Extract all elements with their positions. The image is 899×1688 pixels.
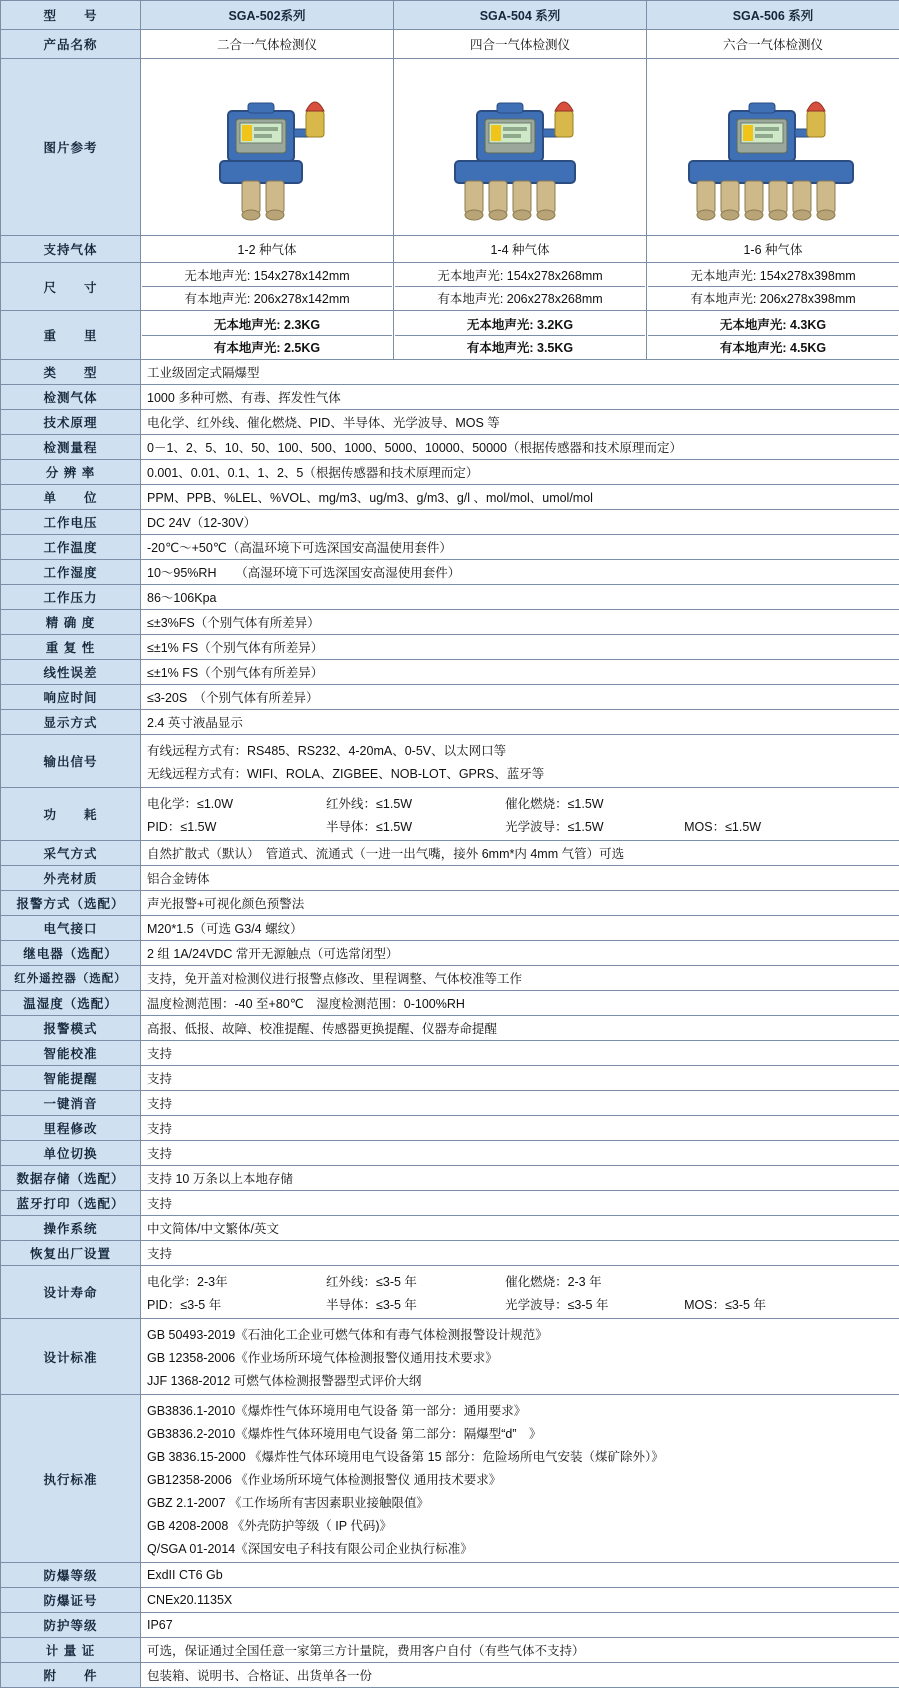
exec-std-line-4: GB12358-2006 《作业场所环境气体检测报警仪 通用技术要求》 bbox=[147, 1467, 893, 1490]
table-row-size bbox=[1, 263, 899, 311]
exec-std-line-7: Q/SGA 01-2014《深国安电子科技有限公司企业执行标准》 bbox=[147, 1536, 893, 1559]
alarm-mode-value: 声光报警+可视化颜色预警法 bbox=[141, 891, 899, 916]
table-row-principle bbox=[1, 410, 899, 435]
row-label-principle: 技术原理 bbox=[1, 410, 141, 435]
table-row-metering bbox=[1, 1638, 899, 1663]
row-label-electrical: 电气接口 bbox=[1, 916, 141, 941]
row-label-exec-std: 执行标准 bbox=[1, 1395, 141, 1563]
power-item-1: 电化学：≤1.0W bbox=[147, 791, 326, 814]
output-value bbox=[141, 735, 899, 788]
row-label-output: 输出信号 bbox=[1, 735, 141, 788]
accuracy-value: ≤±3%FS（个别气体有所差异） bbox=[141, 610, 899, 635]
device-image-3 bbox=[647, 59, 899, 236]
power-item-5: PID：≤1.5W bbox=[147, 814, 326, 837]
design-std-line-2: GB 12358-2006《作业场所环境气体检测报警仪通用技术要求》 bbox=[147, 1345, 893, 1368]
size-3-line2: 有本地声光: 206x278x398mm bbox=[648, 286, 898, 309]
table-row-work-temp bbox=[1, 535, 899, 560]
row-label-sampling: 采气方式 bbox=[1, 841, 141, 866]
row-label-factory-reset: 恢复出厂设置 bbox=[1, 1241, 141, 1266]
row-label-remote: 红外遥控器（选配） bbox=[1, 966, 141, 991]
table-row-life bbox=[1, 1266, 899, 1319]
life-item-2: 红外线：≤3-5 年 bbox=[326, 1269, 505, 1292]
table-row-power bbox=[1, 788, 899, 841]
design-std-value bbox=[141, 1319, 899, 1395]
smart-remind-value: 支持 bbox=[141, 1066, 899, 1091]
table-row-design-std bbox=[1, 1319, 899, 1395]
table-row-product-name bbox=[1, 30, 899, 59]
table-row-os bbox=[1, 1216, 899, 1241]
smart-cal-value: 支持 bbox=[141, 1041, 899, 1066]
design-std-line-1: GB 50493-2019《石油化工企业可燃气体和有毒气体检测报警设计规范》 bbox=[147, 1322, 893, 1345]
exec-std-line-6: GB 4208-2008 《外壳防护等级（ IP 代码)》 bbox=[147, 1513, 893, 1536]
detect-gas-value: 1000 多种可燃、有毒、挥发性气体 bbox=[141, 385, 899, 410]
row-label-work-temp: 工作温度 bbox=[1, 535, 141, 560]
support-gas-3: 1-6 种气体 bbox=[647, 236, 899, 263]
voltage-value: DC 24V（12-30V） bbox=[141, 510, 899, 535]
table-row-alarm-mode bbox=[1, 891, 899, 916]
table-row-temp-humidity bbox=[1, 991, 899, 1016]
table-row-sampling bbox=[1, 841, 899, 866]
table-row-support-gas bbox=[1, 236, 899, 263]
row-label-os: 操作系统 bbox=[1, 1216, 141, 1241]
temp-humidity-value: 温度检测范围：-40 至+80℃ 湿度检测范围：0-100%RH bbox=[141, 991, 899, 1016]
table-row-unit bbox=[1, 485, 899, 510]
power-item-8: MOS：≤1.5W bbox=[684, 814, 863, 837]
row-label-life: 设计寿命 bbox=[1, 1266, 141, 1319]
os-value: 中文简体/中文繁体/英文 bbox=[141, 1216, 899, 1241]
size-3 bbox=[647, 263, 899, 311]
electrical-value: M20*1.5（可选 G3/4 螺纹） bbox=[141, 916, 899, 941]
power-value bbox=[141, 788, 899, 841]
shell-value: 铝合金铸体 bbox=[141, 866, 899, 891]
ip-grade-value: IP67 bbox=[141, 1613, 899, 1638]
table-row-weight bbox=[1, 311, 899, 360]
row-label-voltage: 工作电压 bbox=[1, 510, 141, 535]
row-label-image: 图片参考 bbox=[1, 59, 141, 236]
row-label-accuracy: 精 确 度 bbox=[1, 610, 141, 635]
table-row-range-mod bbox=[1, 1116, 899, 1141]
product-name-2: 四合一气体检测仪 bbox=[394, 30, 647, 59]
exec-std-line-1: GB3836.1-2010《爆炸性气体环境用电气设备 第一部分：通用要求》 bbox=[147, 1398, 893, 1421]
weight-2 bbox=[394, 311, 647, 360]
weight-3-line1: 无本地声光: 4.3KG bbox=[648, 313, 898, 335]
model-header-2: SGA-504 系列 bbox=[394, 1, 647, 30]
life-value bbox=[141, 1266, 899, 1319]
row-label-storage: 数据存储（选配） bbox=[1, 1166, 141, 1191]
product-name-1: 二合一气体检测仪 bbox=[141, 30, 394, 59]
model-header-1: SGA-502系列 bbox=[141, 1, 394, 30]
row-label-size: 尺 寸 bbox=[1, 263, 141, 311]
gas-detector-illustration-4port bbox=[415, 63, 625, 228]
row-label-response: 响应时间 bbox=[1, 685, 141, 710]
table-row-output bbox=[1, 735, 899, 788]
table-row-display bbox=[1, 710, 899, 735]
table-row-ip-grade bbox=[1, 1613, 899, 1638]
table-row-accessories bbox=[1, 1663, 899, 1688]
power-item-3: 催化燃烧：≤1.5W bbox=[505, 791, 684, 814]
row-label-resolution: 分 辨 率 bbox=[1, 460, 141, 485]
table-row-electrical bbox=[1, 916, 899, 941]
table-row-resolution bbox=[1, 460, 899, 485]
row-label-ip-grade: 防护等级 bbox=[1, 1613, 141, 1638]
size-2-line2: 有本地声光: 206x278x268mm bbox=[395, 286, 645, 309]
row-label-type: 类 型 bbox=[1, 360, 141, 385]
type-value: 工业级固定式隔爆型 bbox=[141, 360, 899, 385]
unit-switch-value: 支持 bbox=[141, 1141, 899, 1166]
table-row-smart-remind bbox=[1, 1066, 899, 1091]
size-1 bbox=[141, 263, 394, 311]
table-row-repeat bbox=[1, 635, 899, 660]
product-name-3: 六合一气体检测仪 bbox=[647, 30, 899, 59]
exec-std-value bbox=[141, 1395, 899, 1563]
power-item-6: 半导体：≤1.5W bbox=[326, 814, 505, 837]
row-label-range-mod: 里程修改 bbox=[1, 1116, 141, 1141]
row-label-model: 型 号 bbox=[1, 1, 141, 30]
row-label-linear: 线性误差 bbox=[1, 660, 141, 685]
power-item-2: 红外线：≤1.5W bbox=[326, 791, 505, 814]
table-row-shell bbox=[1, 866, 899, 891]
row-label-display: 显示方式 bbox=[1, 710, 141, 735]
display-value: 2.4 英寸液晶显示 bbox=[141, 710, 899, 735]
response-value: ≤3-20S （个别气体有所差异） bbox=[141, 685, 899, 710]
resolution-value: 0.001、0.01、0.1、1、2、5（根据传感器和技术原理而定） bbox=[141, 460, 899, 485]
support-gas-2: 1-4 种气体 bbox=[394, 236, 647, 263]
storage-value: 支持 10 万条以上本地存储 bbox=[141, 1166, 899, 1191]
table-row-bt-print bbox=[1, 1191, 899, 1216]
model-header-3: SGA-506 系列 bbox=[647, 1, 899, 30]
weight-1 bbox=[141, 311, 394, 360]
range-mod-value: 支持 bbox=[141, 1116, 899, 1141]
row-label-ex-grade: 防爆等级 bbox=[1, 1563, 141, 1588]
row-label-unit-switch: 单位切换 bbox=[1, 1141, 141, 1166]
row-label-smart-remind: 智能提醒 bbox=[1, 1066, 141, 1091]
row-label-accessories: 附 件 bbox=[1, 1663, 141, 1688]
row-label-shell: 外壳材质 bbox=[1, 866, 141, 891]
weight-3-line2: 有本地声光: 4.5KG bbox=[648, 335, 898, 358]
table-row-range bbox=[1, 435, 899, 460]
table-row-alarm-modes bbox=[1, 1016, 899, 1041]
table-row-detect-gas bbox=[1, 385, 899, 410]
life-item-1: 电化学：2-3年 bbox=[147, 1269, 326, 1292]
row-label-power: 功 耗 bbox=[1, 788, 141, 841]
weight-1-line2: 有本地声光: 2.5KG bbox=[142, 335, 392, 358]
ex-grade-value: ExdII CT6 Gb bbox=[141, 1563, 899, 1588]
size-2 bbox=[394, 263, 647, 311]
weight-3 bbox=[647, 311, 899, 360]
table-row-ex-grade bbox=[1, 1563, 899, 1588]
exec-std-line-5: GBZ 2.1-2007 《工作场所有害因素职业接触限值》 bbox=[147, 1490, 893, 1513]
principle-value: 电化学、红外线、催化燃烧、PID、半导体、光学波导、MOS 等 bbox=[141, 410, 899, 435]
table-row-smart-cal bbox=[1, 1041, 899, 1066]
gas-detector-illustration-6port bbox=[653, 63, 893, 228]
row-label-bt-print: 蓝牙打印（选配） bbox=[1, 1191, 141, 1216]
row-label-smart-cal: 智能校准 bbox=[1, 1041, 141, 1066]
life-item-7: 光学波导：≤3-5 年 bbox=[505, 1292, 684, 1315]
row-label-work-pressure: 工作压力 bbox=[1, 585, 141, 610]
size-2-line1: 无本地声光: 154x278x268mm bbox=[395, 264, 645, 286]
table-row-storage bbox=[1, 1166, 899, 1191]
life-item-3: 催化燃烧：2-3 年 bbox=[505, 1269, 684, 1292]
table-row-type bbox=[1, 360, 899, 385]
table-row-ex-cert bbox=[1, 1588, 899, 1613]
range-value: 0－1、2、5、10、50、100、500、1000、5000、10000、50000（根据传感器和技术原理而定） bbox=[141, 435, 899, 460]
exec-std-line-3: GB 3836.15-2000 《爆炸性气体环境用电气设备第 15 部分：危险场所电气安装（煤矿除外）》 bbox=[147, 1444, 893, 1467]
work-temp-value: -20℃～+50℃（高温环境下可选深国安高温使用套件） bbox=[141, 535, 899, 560]
row-label-design-std: 设计标准 bbox=[1, 1319, 141, 1395]
row-label-range: 检测量程 bbox=[1, 435, 141, 460]
row-label-unit: 单 位 bbox=[1, 485, 141, 510]
size-3-line1: 无本地声光: 154x278x398mm bbox=[648, 264, 898, 286]
table-row-factory-reset bbox=[1, 1241, 899, 1266]
bt-print-value: 支持 bbox=[141, 1191, 899, 1216]
table-row-response bbox=[1, 685, 899, 710]
size-1-line1: 无本地声光: 154x278x142mm bbox=[142, 264, 392, 286]
row-label-work-humidity: 工作湿度 bbox=[1, 560, 141, 585]
output-line-2: 无线远程方式有：WIFI、ROLA、ZIGBEE、NOB-LOT、GPRS、蓝牙等 bbox=[147, 761, 893, 784]
unit-value: PPM、PPB、%LEL、%VOL、mg/m3、ug/m3、g/m3、g/l 、mol/mol、umol/mol bbox=[141, 485, 899, 510]
table-row-accuracy bbox=[1, 610, 899, 635]
weight-2-line1: 无本地声光: 3.2KG bbox=[395, 313, 645, 335]
alarm-modes-value: 高报、低报、故障、校准提醒、传感器更换提醒、仪器寿命提醒 bbox=[141, 1016, 899, 1041]
table-row-one-key bbox=[1, 1091, 899, 1116]
support-gas-1: 1-2 种气体 bbox=[141, 236, 394, 263]
weight-1-line1: 无本地声光: 2.3KG bbox=[142, 313, 392, 335]
metering-value: 可选，保证通过全国任意一家第三方计量院，费用客户自付（有些气体不支持） bbox=[141, 1638, 899, 1663]
device-image-1 bbox=[141, 59, 394, 236]
row-label-weight: 重 里 bbox=[1, 311, 141, 360]
power-item-4 bbox=[684, 791, 863, 814]
table-row-relay bbox=[1, 941, 899, 966]
life-item-8: MOS：≤3-5 年 bbox=[684, 1292, 863, 1315]
table-row-model bbox=[1, 1, 899, 30]
work-humidity-value: 10～95%RH （高湿环境下可选深国安高湿使用套件） bbox=[141, 560, 899, 585]
size-1-line2: 有本地声光: 206x278x142mm bbox=[142, 286, 392, 309]
row-label-temp-humidity: 温湿度（选配） bbox=[1, 991, 141, 1016]
ex-cert-value: CNEx20.1135X bbox=[141, 1588, 899, 1613]
one-key-value: 支持 bbox=[141, 1091, 899, 1116]
linear-value: ≤±1% FS（个别气体有所差异） bbox=[141, 660, 899, 685]
exec-std-line-2: GB3836.2-2010《爆炸性气体环境用电气设备 第二部分：隔爆型“d” 》 bbox=[147, 1421, 893, 1444]
table-row-remote bbox=[1, 966, 899, 991]
row-label-ex-cert: 防爆证号 bbox=[1, 1588, 141, 1613]
row-label-detect-gas: 检测气体 bbox=[1, 385, 141, 410]
row-label-support-gas: 支持气体 bbox=[1, 236, 141, 263]
row-label-metering: 计 量 证 bbox=[1, 1638, 141, 1663]
gas-detector-illustration-2port bbox=[182, 63, 352, 228]
accessories-value: 包装箱、说明书、合格证、出货单各一份 bbox=[141, 1663, 899, 1688]
life-item-5: PID：≤3-5 年 bbox=[147, 1292, 326, 1315]
design-std-line-3: JJF 1368-2012 可燃气体检测报警器型式评价大纲 bbox=[147, 1368, 893, 1391]
row-label-repeat: 重 复 性 bbox=[1, 635, 141, 660]
row-label-product-name: 产品名称 bbox=[1, 30, 141, 59]
repeat-value: ≤±1% FS（个别气体有所差异） bbox=[141, 635, 899, 660]
device-image-2 bbox=[394, 59, 647, 236]
factory-reset-value: 支持 bbox=[141, 1241, 899, 1266]
life-item-6: 半导体：≤3-5 年 bbox=[326, 1292, 505, 1315]
power-item-7: 光学波导：≤1.5W bbox=[505, 814, 684, 837]
table-row-voltage bbox=[1, 510, 899, 535]
weight-2-line2: 有本地声光: 3.5KG bbox=[395, 335, 645, 358]
table-row-linear bbox=[1, 660, 899, 685]
row-label-one-key: 一键消音 bbox=[1, 1091, 141, 1116]
row-label-relay: 继电器（选配） bbox=[1, 941, 141, 966]
table-row-unit-switch bbox=[1, 1141, 899, 1166]
table-row-work-pressure bbox=[1, 585, 899, 610]
table-row-work-humidity bbox=[1, 560, 899, 585]
output-line-1: 有线远程方式有：RS485、RS232、4-20mA、0-5V、以太网口等 bbox=[147, 738, 893, 761]
remote-value: 支持，免开盖对检测仪进行报警点修改、里程调整、气体校准等工作 bbox=[141, 966, 899, 991]
row-label-alarm-modes: 报警模式 bbox=[1, 1016, 141, 1041]
work-pressure-value: 86～106Kpa bbox=[141, 585, 899, 610]
table-row-image bbox=[1, 59, 899, 236]
row-label-alarm-mode: 报警方式（选配） bbox=[1, 891, 141, 916]
life-item-4 bbox=[684, 1269, 863, 1292]
sampling-value: 自然扩散式（默认） 管道式、流通式（一进一出气嘴，接外 6mm*内 4mm 气管）可选 bbox=[141, 841, 899, 866]
relay-value: 2 组 1A/24VDC 常开无源触点（可选常闭型） bbox=[141, 941, 899, 966]
table-row-exec-std bbox=[1, 1395, 899, 1563]
